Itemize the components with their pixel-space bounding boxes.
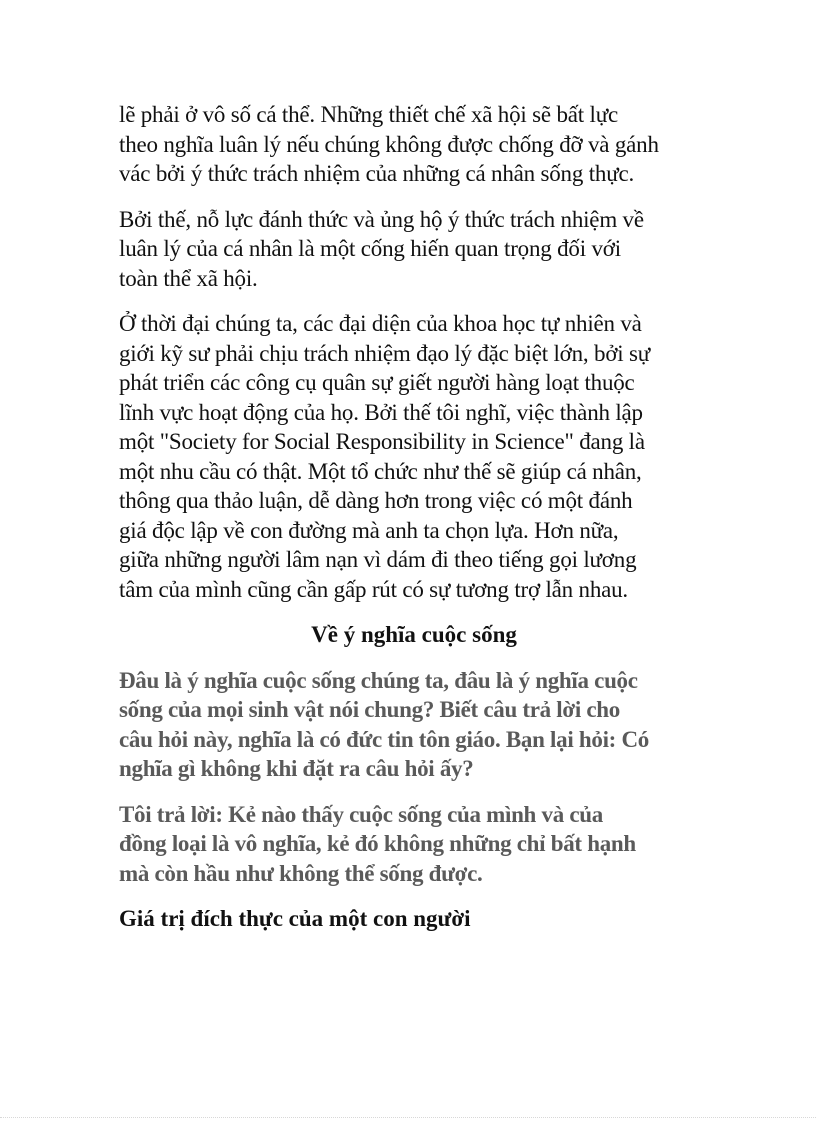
section-heading-meaning-of-life: Về ý nghĩa cuộc sống: [311, 622, 517, 647]
document-page: [119, 100, 709, 934]
paragraph-scientists: [119, 309, 709, 604]
text-line: Tôi trả lời: Kẻ nào thấy cuộc sống của mình và của: [119, 801, 603, 827]
text-line: mà còn hầu như không thể sống được.: [119, 860, 483, 886]
text-line: thông qua thảo luận, dễ dàng hơn trong việc có một đánh: [119, 488, 633, 513]
text-line: toàn thể xã hội.: [119, 265, 258, 291]
text-line: một "Society for Social Responsibility in Science" đang là: [119, 429, 645, 454]
text-line: theo nghĩa luân lý nếu chúng không được chống đỡ và gánh: [119, 131, 659, 157]
text-line: lẽ phải ở vô số cá thể. Những thiết chế xã hội sẽ bất lực: [119, 102, 618, 127]
text-line: Ở thời đại chúng ta, các đại diện của khoa học tự nhiên và: [119, 311, 642, 336]
text-line: tâm của mình cũng cần gấp rút có sự tương trợ lẫn nhau.: [119, 576, 628, 602]
page-bottom-divider: [0, 1117, 816, 1118]
text-line: câu hỏi này, nghĩa là có đức tin tôn giáo. Bạn lại hỏi: Có: [119, 726, 649, 752]
text-line: giá độc lập về con đường mà anh ta chọn lựa. Hơn nữa,: [119, 517, 619, 543]
text-line: luân lý của cá nhân là một cống hiến quan trọng đối với: [119, 236, 621, 261]
text-line: sống của mọi sinh vật nói chung? Biết câu trả lời cho: [119, 697, 620, 722]
text-line: phát triển các công cụ quân sự giết người hàng loạt thuộc: [119, 370, 635, 395]
paragraph-institutions: [119, 100, 709, 189]
text-line: lĩnh vực hoạt động của họ. Bởi thế tôi nghĩ, việc thành lập: [119, 399, 643, 425]
text-line: Bởi thế, nỗ lực đánh thức và ủng hộ ý thức trách nhiệm về: [119, 206, 644, 232]
text-line: nghĩa gì không khi đặt ra câu hỏi ấy?: [119, 756, 474, 781]
paragraph-meaning-answer: [119, 800, 709, 889]
sub-heading-true-value: Giá trị đích thực của một con người: [119, 906, 471, 931]
text-line: vác bởi ý thức trách nhiệm của những cá nhân sống thực.: [119, 161, 635, 186]
paragraph-responsibility: [119, 205, 709, 294]
paragraph-meaning-question: [119, 666, 709, 784]
text-line: Đâu là ý nghĩa cuộc sống chúng ta, đâu là ý nghĩa cuộc: [119, 667, 638, 693]
text-line: một nhu cầu có thật. Một tổ chức như thế sẽ giúp cá nhân,: [119, 458, 642, 484]
text-line: giới kỹ sư phải chịu trách nhiệm đạo lý đặc biệt lớn, bởi sự: [119, 340, 651, 366]
text-line: đồng loại là vô nghĩa, kẻ đó không những chỉ bất hạnh: [119, 831, 636, 856]
text-line: giữa những người lâm nạn vì dám đi theo tiếng gọi lương: [119, 547, 637, 572]
